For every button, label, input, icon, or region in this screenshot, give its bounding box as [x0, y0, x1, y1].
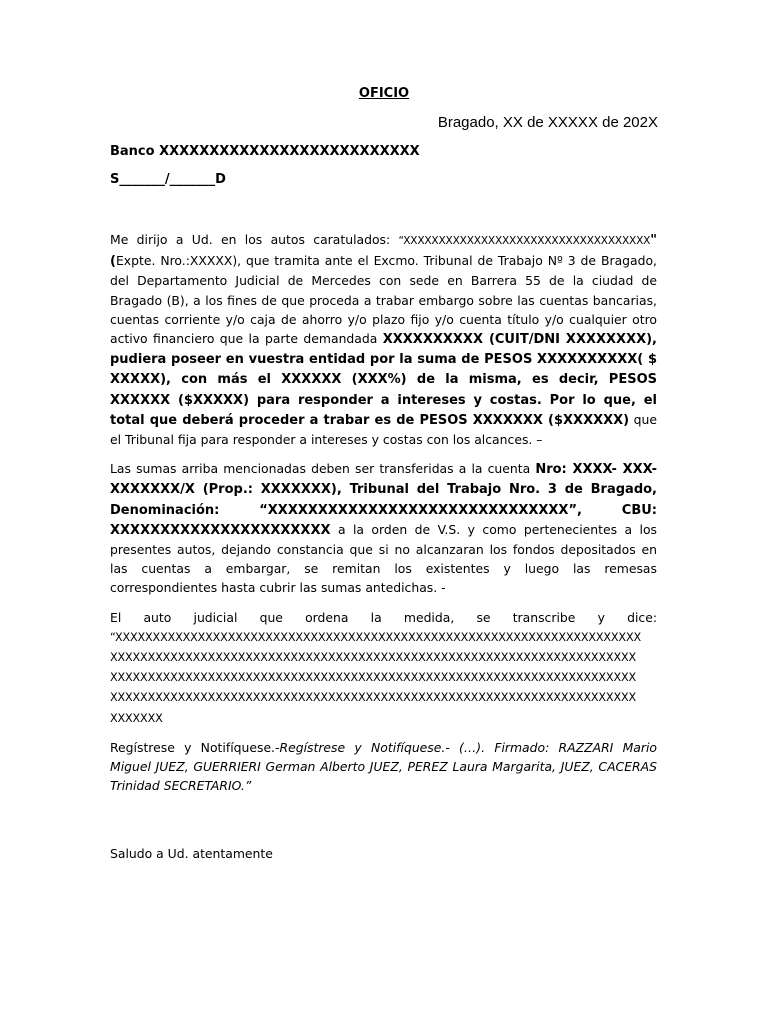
p3-intro: El auto judicial que ordena la medida, se transcribe y dice: — [110, 609, 657, 625]
p2-rest: a la orden de V.S. y como pertenecientes a los presentes autos, dejando constancia que si no alcanzaran los fondos depositados en las cuentas a embargar, se remitan los existentes y luego las remesas correspondientes hasta cubrir las sumas antedichas. - — [110, 521, 657, 596]
p1-amounts: XXXXXXXXXX (CUIT/DNI XXXXXXXX), pudiera poseer en vuestra entidad por la suma de PESOS XXXXXXXXXX( $ XXXXX), con más el XXXXXX (XXX%) de la misma, es decir, PESOS XXXXXX ($XXXXX) para responder a intereses y costas. Por lo que, el total que deberá proceder a trabar es de PESOS XXXXXXX ($XXXXXX) — [110, 332, 657, 428]
p1-case-title: “XXXXXXXXXXXXXXXXXXXXXXXXXXXXXXXXXXX — [398, 235, 651, 247]
p4-signatures: Regístrese y Notifíquese.- (…). Firmado: RAZZARI Mario Miguel JUEZ, GUERRIERI German Alberto JUEZ, PEREZ Laura Margarita, JUEZ, CACERAS Trinidad SECRETARIO.” — [110, 739, 657, 794]
paragraph-transcription — [110, 608, 657, 728]
letter-body — [110, 230, 657, 805]
p1-quote: " ( — [110, 233, 657, 270]
salutation-line: S_______/_______D — [110, 172, 226, 187]
p4-register: Regístrese y Notifíquese.- — [110, 739, 280, 755]
p1-closing: que el Tribunal fija para responder a intereses y costas con los alcances. – — [110, 411, 658, 448]
paragraph-transfer — [110, 459, 657, 597]
p1-intro: Me dirijo a Ud. en los autos caratulados: — [110, 232, 391, 247]
p2-intro: Las sumas arriba mencionadas deben ser transferidas a la cuenta — [110, 461, 536, 477]
paragraph-signature — [110, 738, 657, 796]
p3-transcript: “XXXXXXXXXXXXXXXXXXXXXXXXXXXXXXXXXXXXXXXXXXXXXXXXXXXXXXXXXXXXXXXXXXXXXX XXXXXXXXXXXXXXXXXXXXXXXXXXXXXXXXXXXXXXXXXXXXXXXXXXXXXXXXXXXXXXXXXXXXXX XXXXXXXXXXXXXXXXXXXXXXXXXXXXXXXXXXXXXXXXXXXXXXXXXXXXXXXXXXXXXXXXXXXXXX XXXXXXXXXXXXXXXXXXXXXXXXXXXXXXXXXXXXXXXXXXXXXXXXXXXXXXXXXXXXXXXXXXXXXX XXXXXXX — [110, 630, 641, 725]
closing-line: Saludo a Ud. atentamente — [110, 846, 273, 861]
date-line: Bragado, XX de XXXXX de 202X — [437, 114, 658, 131]
p2-account: Nro: XXXX- XXX-XXXXXXX/X (Prop.: XXXXXXX), Tribunal del Trabajo Nro. 3 de Bragado, Denominación: “XXXXXXXXXXXXXXXXXXXXXXXXXXXXXX”, CBU: XXXXXXXXXXXXXXXXXXXXXX — [110, 462, 657, 538]
p1-details: Expte. Nro.:XXXXX), que tramita ante el Excmo. Tribunal de Trabajo Nº 3 de Bragado, del Departamento Judicial de Mercedes con sede en Barrera 55 de la ciudad de Bragado (B), a los fines de que proceda a trabar embargo sobre las cuentas bancarias, cuentas corriente y/o caja de ahorro y/o plazo fijo y/o cuenta título y/o cualquier otro activo financiero que la parte demandada — [110, 253, 657, 347]
paragraph-case — [110, 230, 657, 449]
bank-recipient: Banco XXXXXXXXXXXXXXXXXXXXXXXXXX — [110, 144, 420, 159]
document-title: OFICIO — [358, 86, 410, 101]
